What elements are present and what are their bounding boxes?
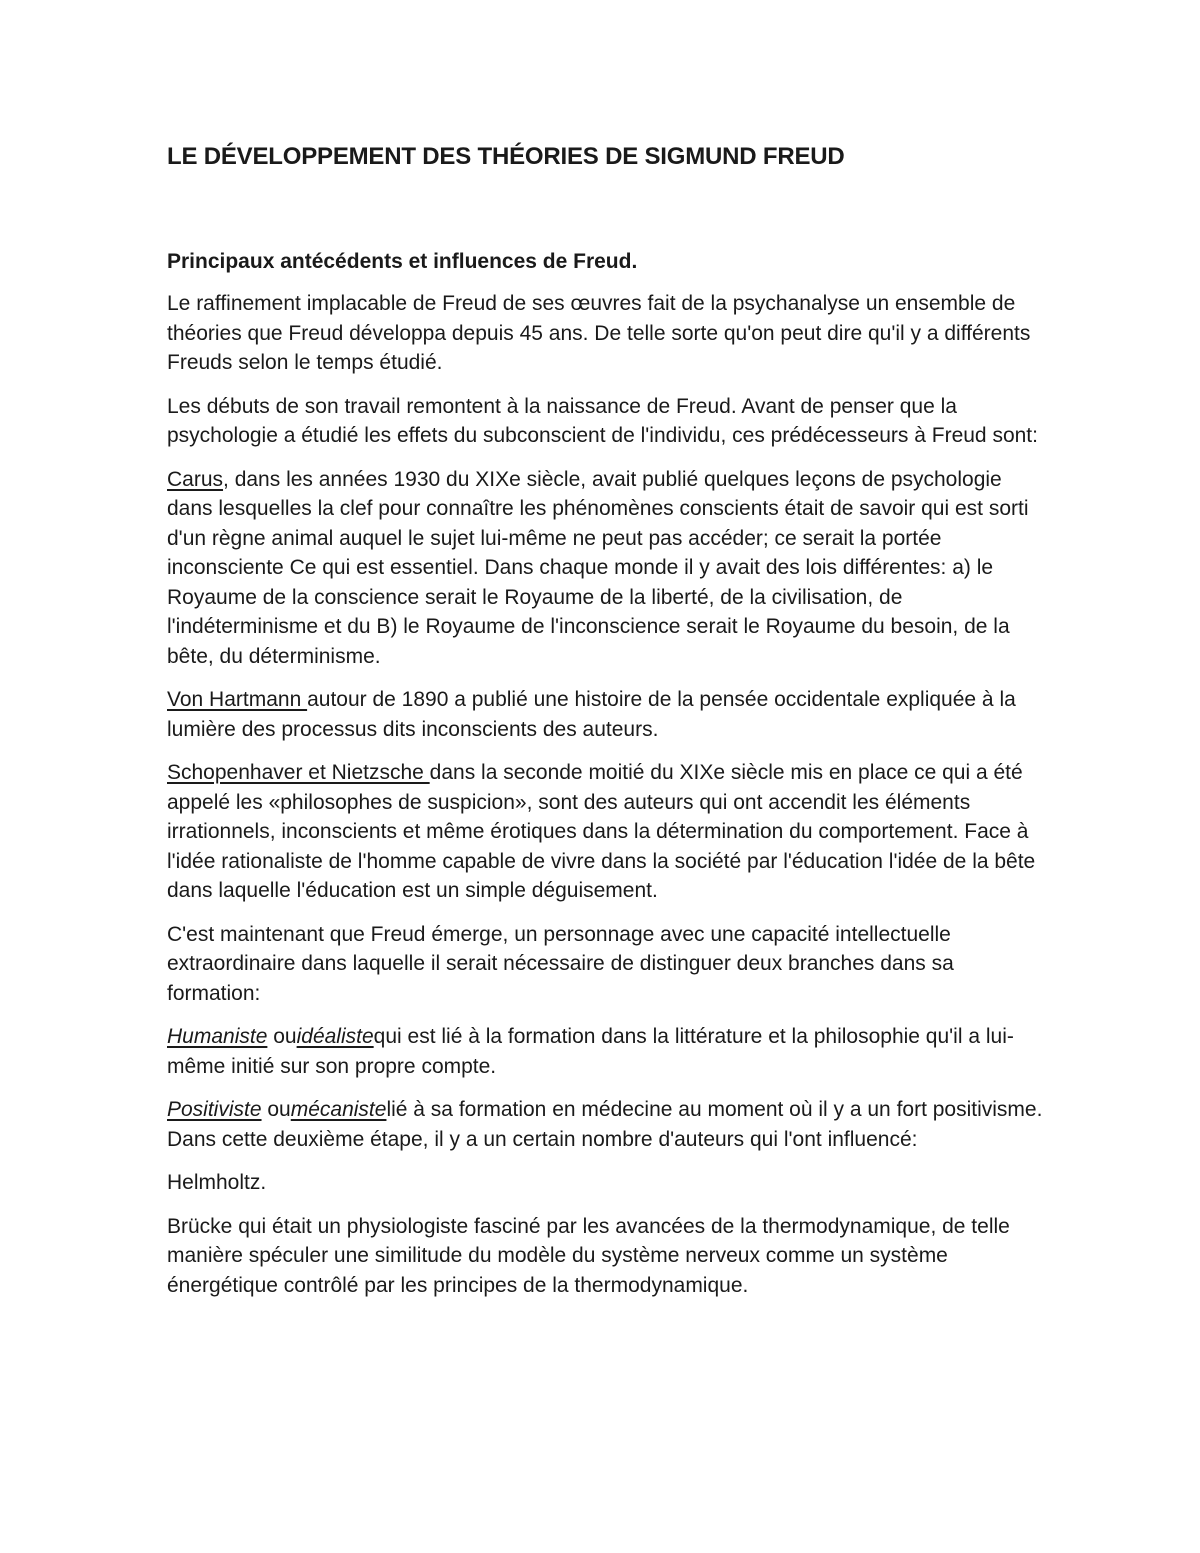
schopenhauer-text: dans la seconde moitié du XIXe siècle mis en place ce qui a été appelé les «philosophes de suspicion», sont des auteurs qui ont accendit les éléments irrationnels, inconscients et même érotiques dans la détermination du comportement. Face à l'idée rationaliste de l'homme capable de vivre dans la société par l'éducation l'idée de la bête dans laquelle l'éducation est un simple déguisement.: [167, 761, 1036, 902]
paragraph-humaniste: [167, 1022, 1047, 1081]
paragraph-carus: [167, 465, 1047, 672]
paragraph-brucke: Brücke qui était un physiologiste fasciné par les avancées de la thermodynamique, de telle manière spéculer une similitude du modèle du système nerveux comme un système énergétique contrôlé par les principes de la thermodynamique.: [167, 1214, 1010, 1297]
hartmann-text: autour de 1890 a publié une histoire de la pensée occidentale expliquée à la lumière des processus dits inconscients des auteurs.: [167, 688, 1016, 741]
carus-text: , dans les années 1930 du XIXe siècle, avait publié quelques leçons de psychologie dans lesquelles la clef pour connaître les phénomènes conscients était de savoir qui est sorti d'un règne animal auquel le sujet lui-même ne peut pas accéder; ce serait la portée inconsciente Ce qui est essentiel. Dans chaque monde il y avait des lois différentes: a) le Royaume de la conscience serait le Royaume de la liberté, de la civilisation, de l'indéterminisme et du B) le Royaume de l'inconscience serait le Royaume du besoin, de la bête, du déterminisme.: [167, 467, 1029, 668]
paragraph-positiviste: [167, 1095, 1047, 1154]
author-von-hartmann: Von Hartmann: [167, 688, 308, 711]
paragraph-helmholtz: Helmholtz.: [167, 1171, 267, 1194]
paragraph-schopenhauer: [167, 758, 1047, 906]
paragraph-hartmann: [167, 685, 1047, 744]
humaniste-ou: ou: [267, 1025, 297, 1048]
paragraph-freud-emerges: C'est maintenant que Freud émerge, un personnage avec une capacité intellectuelle extraordinaire dans laquelle il serait nécessaire de distinguer deux branches dans sa formation:: [167, 922, 954, 1005]
paragraph-beginnings: Les débuts de son travail remontent à la naissance de Freud. Avant de penser que la psychologie a étudié les effets du subconscient de l'individu, ces prédécesseurs à Freud sont:: [167, 394, 1038, 447]
term-mecaniste: mécaniste: [290, 1098, 387, 1121]
humaniste-text: qui est lié à la formation dans la littérature et la philosophie qu'il a lui-même initié sur son propre compte.: [167, 1025, 1014, 1078]
section-heading: Principaux antécédents et influences de Freud.: [167, 250, 638, 273]
term-humaniste: Humaniste: [167, 1025, 268, 1048]
term-positiviste: Positiviste: [167, 1098, 262, 1121]
positiviste-text: lié à sa formation en médecine au moment où il y a un fort positivisme. Dans cette deuxième étape, il y a un certain nombre d'auteurs qui l'ont influencé:: [167, 1098, 1043, 1151]
paragraph-intro: Le raffinement implacable de Freud de ses œuvres fait de la psychanalyse un ensemble de théories que Freud développa depuis 45 ans. De telle sorte qu'on peut dire qu'il y a différents Freuds selon le temps étudié.: [167, 292, 1031, 374]
document-title: LE DÉVELOPPEMENT DES THÉORIES DE SIGMUND FREUD: [167, 143, 845, 170]
document-page: [167, 142, 1047, 1300]
author-schopenhauer-nietzsche: Schopenhaver et Nietzsche: [167, 761, 430, 784]
author-carus: Carus: [167, 467, 224, 491]
term-idealiste: idéaliste: [296, 1025, 374, 1048]
positiviste-ou: ou: [261, 1098, 291, 1121]
